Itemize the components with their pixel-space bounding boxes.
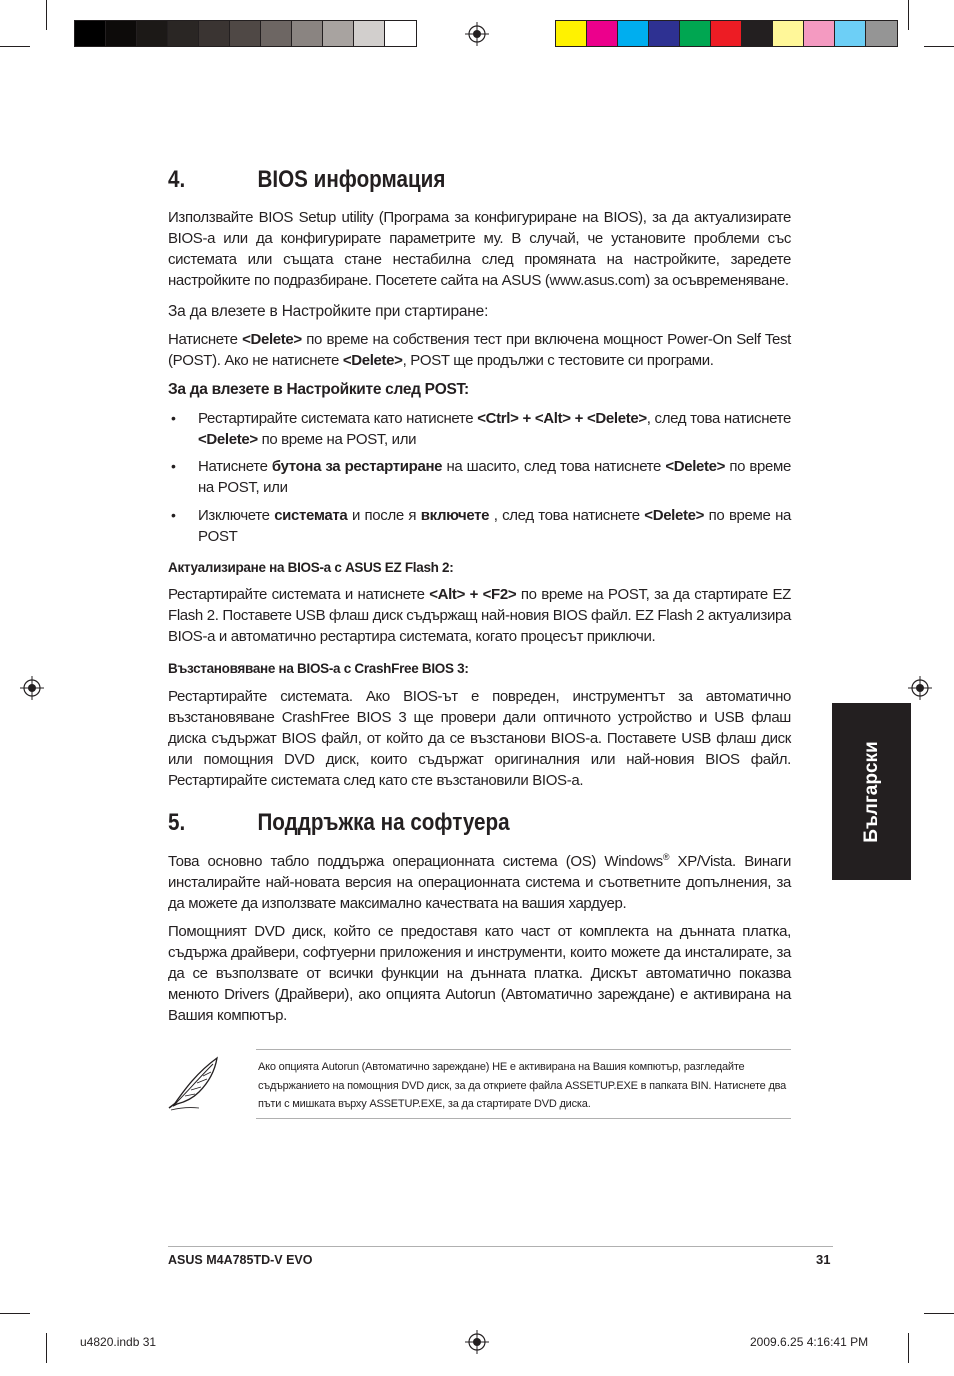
crop-mark	[924, 46, 954, 47]
color-swatch	[649, 21, 680, 46]
support-dvd-paragraph: Помощният DVD диск, който се предоставя като част от комплекта на дънната платка, съдържа драйвери, софтуерни приложения и инструменти, които можете да инсталирате, за да се възползвате от всички функции на дънната платка. Дискът автоматично показва менюто Drivers (Драйвери), ако опцията Autorun (Автоматично зареждане) е активирана на Вашия компютър.	[168, 923, 791, 1024]
registration-mark-icon	[20, 676, 44, 700]
color-swatch	[680, 21, 711, 46]
post-option-3: Изключете системата и после я включете , след това натиснете <Delete> по време на POST	[198, 507, 791, 545]
bullet-symbol: •	[171, 458, 176, 474]
footer-divider	[168, 1246, 833, 1247]
section-title: Поддръжка на софтуера	[257, 809, 510, 836]
os-support-paragraph: Това основно табло поддържа операционната система (OS) Windows® XP/Vista. Винаги инсталирайте най-новата версия на операционната система и съответните допълнения, за да можете да използвате максимално качествата на вашия хардуер.	[168, 852, 791, 912]
color-swatch	[618, 21, 649, 46]
crop-mark	[46, 1333, 47, 1363]
section-title: BIOS информация	[257, 166, 446, 193]
crop-mark	[46, 0, 47, 30]
key-delete: <Delete>	[242, 331, 302, 348]
color-swatch	[804, 21, 835, 46]
post-option-2: Натиснете бутона за рестартиране на шасито, след това натиснете <Delete> по време на POST, или	[198, 458, 791, 496]
color-swatch	[587, 21, 618, 46]
language-tab-label: Български	[860, 740, 882, 843]
color-swatch	[773, 21, 804, 46]
section-number: 4.	[168, 166, 186, 193]
note-text: Ако опцията Autorun (Автоматично зареждане) НЕ е активирана на Вашия компютър, разгледайте съдържанието на помощния DVD диск, за да откриете файла ASSETUP.EXE в папката BIN. Натиснете два пъти с мишката върху ASSETUP.EXE, за да стартирате DVD диска.	[258, 1061, 787, 1110]
bullet-symbol: •	[171, 507, 176, 523]
process-color-bar	[555, 20, 898, 47]
crop-mark	[0, 1313, 30, 1314]
color-swatch	[742, 21, 773, 46]
color-swatch	[106, 21, 137, 46]
feather-pen-icon	[165, 1052, 225, 1112]
color-swatch	[261, 21, 292, 46]
crashfree-paragraph: Рестартирайте системата. Ако BIOS-ът е повреден, инструментът за автоматично възстановяване CrashFree BIOS 3 ще провери дали оптичното устройство и USB флаш диска съдържат BIOS файл, от който да се възстанови BIOS-а. Поставете USB флаш диск или помощния DVD диск, които съдържат оригиналния или най-новия BIOS файл. Рестартирайте системата след като сте възстановили BIOS-а.	[168, 688, 791, 789]
crop-mark	[908, 1333, 909, 1363]
note-bottom-divider	[256, 1118, 791, 1119]
key-delete: <Delete>	[342, 352, 403, 369]
enter-startup-heading: За да влезете в Настройките при стартиране:	[168, 303, 489, 320]
color-swatch	[354, 21, 385, 46]
bios-intro-paragraph: Използвайте BIOS Setup utility (Програма за конфигуриране на BIOS), за да актуализирате BIOS-а или да конфигурирате параметрите му. В случай, че установите проблеми със системата или същата стане нестабилна след промяната на настройките, заредете настройките по подразбиране. Посетете сайта на ASUS (www.asus.com) за осъвременяване.	[168, 209, 791, 289]
color-swatch	[137, 21, 168, 46]
registration-mark-icon	[465, 22, 489, 46]
color-swatch	[292, 21, 323, 46]
section-4-heading	[168, 166, 445, 194]
color-swatch	[75, 21, 106, 46]
bullet-symbol: •	[171, 410, 176, 426]
slug-file-info: u4820.indb 31	[80, 1335, 157, 1349]
language-tab	[832, 703, 911, 880]
post-option-1: Рестартирайте системата като натиснете <Ctrl> + <Alt> + <Delete>, след това натиснете <Delete> по време на POST, или	[198, 410, 791, 448]
color-swatch	[385, 21, 416, 46]
section-5-heading	[168, 809, 510, 837]
crop-mark	[908, 0, 909, 30]
color-swatch	[230, 21, 261, 46]
registration-mark-icon	[465, 1330, 489, 1354]
color-swatch	[835, 21, 866, 46]
color-swatch	[199, 21, 230, 46]
crop-mark	[0, 46, 30, 47]
note-top-divider	[256, 1049, 791, 1050]
section-number: 5.	[168, 809, 186, 836]
ezflash-paragraph: Рестартирайте системата и натиснете <Alt> + <F2> по време на POST, за да стартирате EZ Flash 2. Поставете USB флаш диск съдържащ най-новия BIOS файл. EZ Flash 2 актуализира BIOS-а и автоматично рестартира системата, когато процесът приключи.	[168, 586, 791, 645]
registration-mark-icon	[908, 676, 932, 700]
color-swatch	[711, 21, 742, 46]
color-swatch	[323, 21, 354, 46]
enter-startup-paragraph: Натиснете <Delete> по време на собствения тест при включена мощност Power-On Self Test (POST). Ако не натиснете <Delete>, POST ще продължи с тестовите си програми.	[168, 331, 792, 369]
enter-post-heading: За да влезете в Настройките след POST:	[168, 381, 469, 398]
slug-datetime: 2009.6.25 4:16:41 PM	[750, 1335, 869, 1349]
color-swatch	[866, 21, 897, 46]
ezflash-heading: Актуализиране на BIOS-а с ASUS EZ Flash 2:	[168, 560, 454, 575]
footer-product-name: ASUS M4A785TD-V EVO	[168, 1253, 313, 1267]
color-swatch	[168, 21, 199, 46]
crop-mark	[924, 1313, 954, 1314]
color-swatch	[556, 21, 587, 46]
grayscale-color-bar	[74, 20, 417, 47]
page-number: 31	[816, 1252, 831, 1267]
crashfree-heading: Възстановяване на BIOS-а с CrashFree BIOS 3:	[168, 661, 469, 676]
